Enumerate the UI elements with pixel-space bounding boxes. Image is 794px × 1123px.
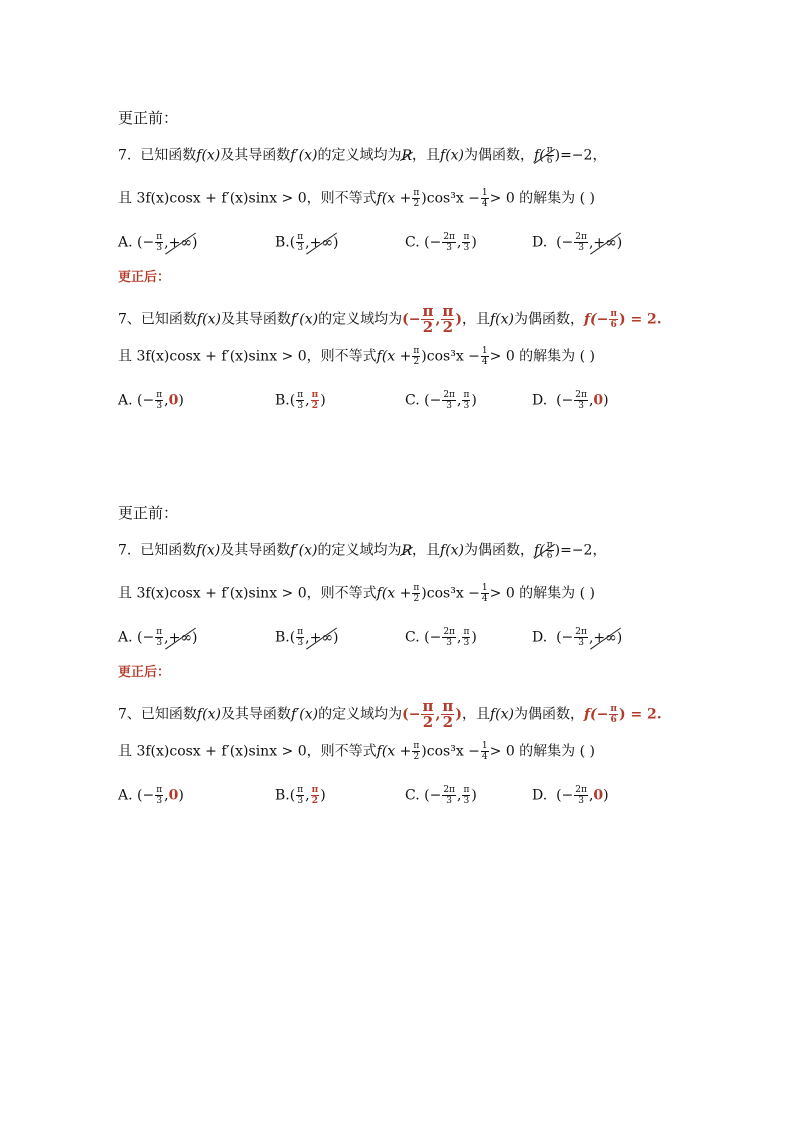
- before-heading: 更正前：: [118, 504, 179, 522]
- before-question-line2: 且 3f(x)cosx + f′(x)sinx > 0，则不等式f(x + $\frac{\pi}{2}$ )cos³x − $\frac{1}{4}$ > 0 的解集为 ( ): [118, 583, 596, 604]
- option-c: C. (− $\frac{2\pi}{3}$ , $\frac{\pi}{3}$ ): [405, 785, 477, 806]
- after-heading: 更正后：: [118, 270, 171, 285]
- option-d: D. (− $\frac{2\pi}{3}$ ,0): [532, 785, 609, 806]
- correction-block-1: [118, 108, 758, 418]
- option-b: B.( $\frac{\pi}{3}$ , $\frac{\pi}{2}$ ): [275, 390, 326, 411]
- option-d: D. (− $\frac{2\pi}{3}$ ,0): [532, 390, 609, 411]
- option-c: C. (− $\frac{2\pi}{3}$ , $\frac{\pi}{3}$ ): [405, 232, 477, 253]
- option-a: A. (− $\frac{\pi}{3}$ ,0): [118, 785, 184, 806]
- after-question-line1: 7、已知函数f(x)及其导函数f′(x)的定义域均为(− $\frac{\pi}{2}$ , $\frac{\pi}{2}$ )，且f(x)为偶函数，f(− $\frac{\pi}{6}$ ) = 2.: [118, 302, 662, 336]
- before-question-line1: 7. 已知函数f(x)及其导函数f′(x)的定义域均为R，且f(x)为偶函数，f( $\frac{\pi}{6}$ )=−2，: [118, 145, 607, 166]
- option-b: B.( $\frac{\pi}{3}$ ,+∞): [275, 627, 339, 648]
- option-a: A. (− $\frac{\pi}{3}$ ,+∞): [118, 627, 198, 648]
- option-c: C. (− $\frac{2\pi}{3}$ , $\frac{\pi}{3}$ ): [405, 627, 477, 648]
- option-c: C. (− $\frac{2\pi}{3}$ , $\frac{\pi}{3}$ ): [405, 390, 477, 411]
- after-question-line2: 且 3f(x)cosx + f′(x)sinx > 0，则不等式f(x + $\frac{\pi}{2}$ )cos³x − $\frac{1}{4}$ > 0 的解集为 ( ): [118, 741, 596, 762]
- option-a: A. (− $\frac{\pi}{3}$ ,+∞): [118, 232, 198, 253]
- struck-domain: R: [401, 147, 413, 164]
- after-heading: 更正后：: [118, 665, 171, 680]
- before-heading: 更正前：: [118, 109, 179, 127]
- option-d: D. (− $\frac{2\pi}{3}$ ,+∞): [532, 232, 623, 253]
- option-d: D. (− $\frac{2\pi}{3}$ ,+∞): [532, 627, 623, 648]
- option-b: B.( $\frac{\pi}{3}$ , $\frac{\pi}{2}$ ): [275, 785, 326, 806]
- after-question-line1: 7、已知函数f(x)及其导函数f′(x)的定义域均为(− $\frac{\pi}{2}$ , $\frac{\pi}{2}$ )，且f(x)为偶函数，f(− $\frac{\pi}{6}$ ) = 2.: [118, 697, 662, 731]
- option-a: A. (− $\frac{\pi}{3}$ ,0): [118, 390, 184, 411]
- correction-block-2: [118, 503, 758, 813]
- before-question-line1: 7. 已知函数f(x)及其导函数f′(x)的定义域均为R，且f(x)为偶函数，f( $\frac{\pi}{6}$ )=−2，: [118, 540, 607, 561]
- before-question-line2: 且 3f(x)cosx + f′(x)sinx > 0，则不等式f(x + $\frac{\pi}{2}$ )cos³x − $\frac{1}{4}$ > 0 的解集为 ( ): [118, 188, 596, 209]
- option-b: B.( $\frac{\pi}{3}$ ,+∞): [275, 232, 339, 253]
- after-question-line2: 且 3f(x)cosx + f′(x)sinx > 0，则不等式f(x + $\frac{\pi}{2}$ )cos³x − $\frac{1}{4}$ > 0 的解集为 ( ): [118, 346, 596, 367]
